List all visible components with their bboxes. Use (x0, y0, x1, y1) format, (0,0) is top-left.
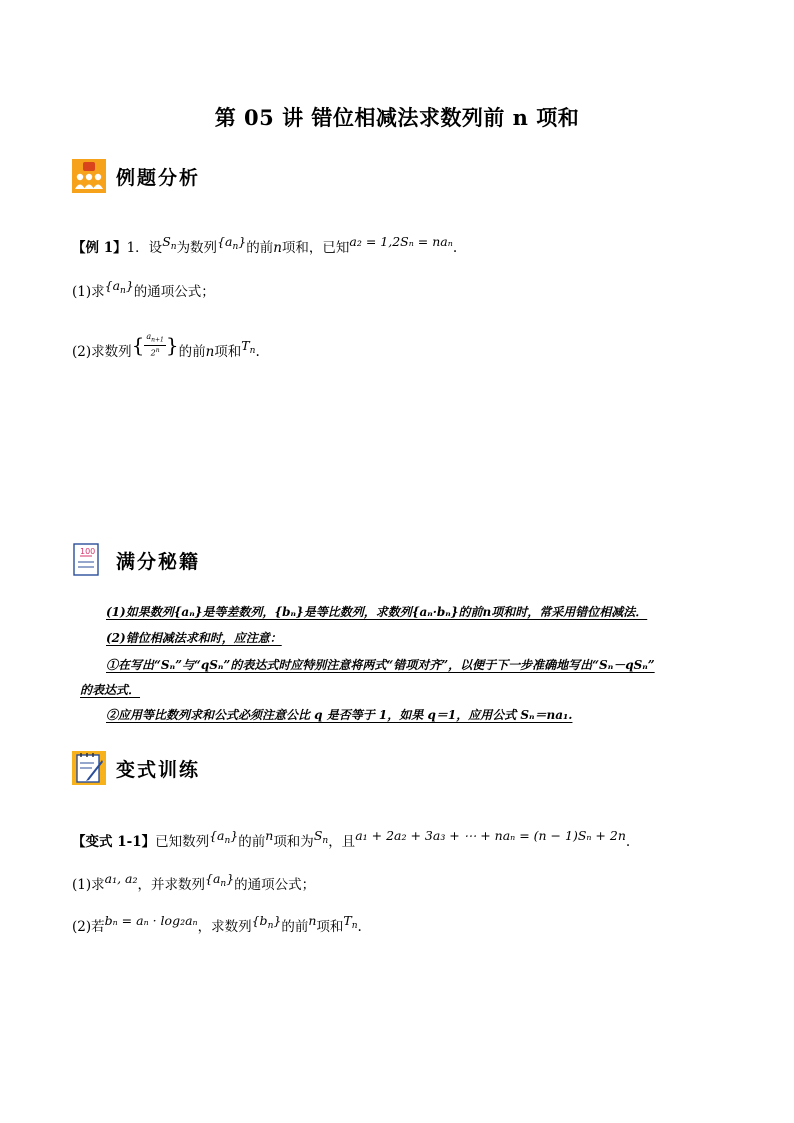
math-condition: a₂ = 1,2Sₙ = naₙ (349, 234, 453, 249)
practice-1-question-2 (72, 913, 362, 942)
math-an-seq: $\{a_n\}$ (209, 828, 239, 846)
text: (1)求 (72, 284, 105, 300)
text: 项和为 (273, 834, 314, 850)
math-n: n (205, 344, 215, 361)
tip-line-5: ②应用等比数列求和公式必须注意公比 q 是否等于 1，如果 q＝1，应用公式 Sₙ＝na₁. (106, 708, 573, 722)
math-tn: $T_n$ (241, 338, 256, 357)
text: 的前 (238, 834, 266, 850)
example-1-question-2 (72, 332, 260, 367)
text: 已知数列 (155, 834, 210, 850)
section-practice-header (72, 748, 200, 788)
section-tips-header (72, 540, 200, 580)
tip-line-1: (1)如果数列{aₙ}是等差数列，{bₙ}是等比数列，求数列{aₙ·bₙ}的前n项和时，常采用错位相减法． (106, 605, 648, 619)
math-bn-seq: $\{b_n\}$ (251, 913, 282, 931)
text: 的前 (178, 344, 206, 361)
section-practice-label: 变式训练 (116, 758, 201, 781)
text: 1．设 (126, 240, 163, 256)
math-an-seq: $\{a_n\}$ (104, 278, 134, 296)
text: ，求数列 (197, 919, 252, 935)
example-1-statement (72, 234, 458, 263)
text: 为数列 (176, 240, 218, 256)
score-text: 100 (80, 547, 96, 556)
text: 的通项公式； (133, 284, 215, 300)
score-notebook-icon (72, 543, 106, 577)
tip-line-3: ①在写出“Sₙ”与“qSₙ”的表达式时应特别注意将两式“错项对齐”，以便于下一步准确地写出“Sₙ－qSₙ” (106, 658, 655, 672)
people-group-icon (72, 159, 106, 193)
text: . (357, 919, 362, 935)
tip-line-2: (2)错位相减法求和时，应注意： (106, 631, 282, 645)
math-n: n (273, 240, 282, 256)
text: . (452, 240, 458, 256)
text: 的前 (246, 240, 274, 256)
section-example-header (72, 156, 200, 196)
math-equation: a₁ + 2a₂ + 3a₃ + ⋯ + naₙ = (n − 1)Sₙ + 2n (355, 828, 626, 843)
math-an-seq: $\{a_n\}$ (217, 234, 247, 252)
section-example-label: 例题分析 (116, 166, 201, 189)
notebook-pen-icon (72, 751, 106, 785)
practice-1-question-1 (72, 871, 316, 900)
math-tn: $T_n$ (343, 913, 358, 931)
text: 的通项公式； (234, 877, 316, 893)
math-bn-definition: bₙ = aₙ · log₂aₙ (104, 913, 198, 928)
page-title: 第 05 讲 错位相减法求数列前 n 项和 (214, 105, 580, 130)
math-n: n (308, 913, 317, 928)
practice-1-statement (72, 828, 631, 857)
math-brace: { (131, 332, 145, 357)
math-an-seq: $\{a_n\}$ (205, 871, 235, 889)
text: (1)求 (72, 877, 105, 893)
math-n: n (265, 828, 274, 843)
text: (2)求数列 (72, 344, 132, 361)
math-a1-a2: a₁, a₂ (104, 871, 138, 886)
text: 项和 (214, 344, 242, 361)
example-1-question-1 (72, 278, 215, 307)
math-sn: $S_n$ (162, 234, 177, 252)
practice-tag: 【变式 1-1】 (72, 834, 156, 850)
math-fraction: $\frac{a_{n+1}}{2^n}$ (146, 332, 164, 358)
example-tag: 【例 1】 (72, 240, 127, 256)
text: 项和，已知 (281, 240, 350, 256)
section-tips-label: 满分秘籍 (116, 550, 201, 573)
text: . (625, 834, 631, 850)
text: ，并求数列 (137, 877, 205, 893)
text: ，且 (328, 834, 356, 850)
text: . (255, 344, 260, 361)
text: (2)若 (72, 919, 105, 935)
tip-line-4: 的表达式． (80, 683, 141, 697)
text: 的前 (281, 919, 309, 935)
text: 项和 (316, 919, 344, 935)
math-sn: $S_n$ (313, 828, 329, 846)
math-brace: } (165, 332, 179, 357)
